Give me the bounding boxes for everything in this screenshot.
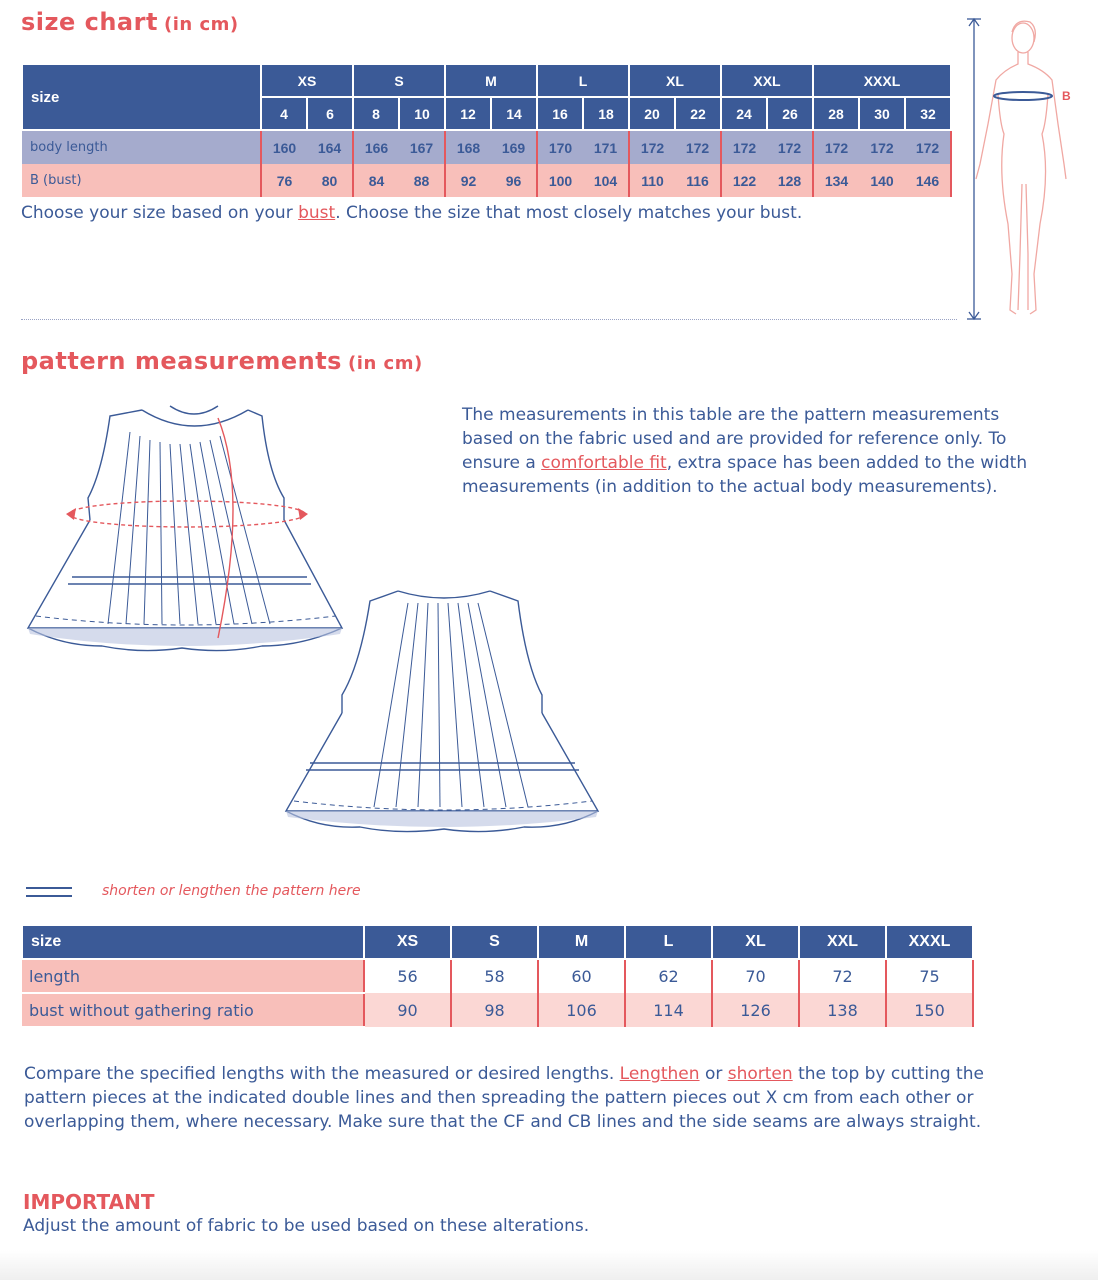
- description-text: , extra space has been added to the width measurements (in addition to the actual body measurements).: [462, 453, 1028, 497]
- size-number: 32: [905, 97, 951, 130]
- table-cell: 128: [767, 164, 813, 197]
- pattern-measurements-table: [21, 924, 974, 1028]
- size-group-l: L: [537, 64, 629, 97]
- table-cell: 106: [538, 993, 625, 1027]
- table-cell: 80: [307, 164, 353, 197]
- table-cell: 171: [583, 130, 629, 164]
- size-number: 28: [813, 97, 859, 130]
- column-header: L: [625, 925, 712, 959]
- size-chart-unit: (in cm): [164, 14, 239, 35]
- table-row: [22, 993, 973, 1027]
- lengthen-link[interactable]: Lengthen: [619, 1064, 700, 1084]
- table-cell: 100: [537, 164, 583, 197]
- table-cell: 62: [625, 959, 712, 993]
- body-figure-illustration: [960, 14, 1080, 324]
- table-cell: 88: [399, 164, 445, 197]
- column-header: XXL: [799, 925, 886, 959]
- compare-text: the top by cutting the pattern pieces at the indicated double lines and then spreading the pattern pieces out X cm from each other or overlapping them, where necessary. Make sure that the CF and CB lines and the side seams are always straight.: [24, 1064, 984, 1132]
- bust-link[interactable]: bust: [298, 203, 336, 223]
- important-heading: IMPORTANT: [23, 1190, 155, 1214]
- row-label-length: length: [22, 959, 364, 993]
- size-chart-table: [21, 63, 952, 197]
- column-header: S: [451, 925, 538, 959]
- table-cell: 90: [364, 993, 451, 1027]
- table-cell: 56: [364, 959, 451, 993]
- section-divider: [21, 319, 957, 320]
- row-label-bust: bust without gathering ratio: [22, 993, 364, 1027]
- size-number: 30: [859, 97, 905, 130]
- size-group-m: M: [445, 64, 537, 97]
- table-cell: 172: [859, 130, 905, 164]
- bottom-fade: [0, 1250, 1098, 1280]
- table-cell: 150: [886, 993, 973, 1027]
- table-cell: 76: [261, 164, 307, 197]
- table-cell: 96: [491, 164, 537, 197]
- table-cell: 134: [813, 164, 859, 197]
- size-header: size: [22, 64, 261, 130]
- shorten-link[interactable]: shorten: [727, 1064, 793, 1084]
- table-cell: 172: [905, 130, 951, 164]
- column-header: M: [538, 925, 625, 959]
- compare-text: Compare the specified lengths with the measured or desired lengths.: [24, 1064, 620, 1084]
- table-cell: 140: [859, 164, 905, 197]
- table-cell: 146: [905, 164, 951, 197]
- size-number: 4: [261, 97, 307, 130]
- note-text: . Choose the size that most closely matches your bust.: [335, 203, 803, 223]
- compare-paragraph: [24, 1062, 984, 1134]
- table-cell: 60: [538, 959, 625, 993]
- size-group-xs: XS: [261, 64, 353, 97]
- table-cell: 126: [712, 993, 799, 1027]
- row-label-bust: B (bust): [22, 164, 261, 197]
- table-cell: 110: [629, 164, 675, 197]
- column-header: XL: [712, 925, 799, 959]
- table-cell: 104: [583, 164, 629, 197]
- size-number: 16: [537, 97, 583, 130]
- size-number: 6: [307, 97, 353, 130]
- size-group-s: S: [353, 64, 445, 97]
- table-cell: 84: [353, 164, 399, 197]
- table-cell: 172: [675, 130, 721, 164]
- table-cell: 58: [451, 959, 538, 993]
- size-chart-note: [21, 203, 941, 223]
- size-number: 24: [721, 97, 767, 130]
- woman-figure: [976, 21, 1066, 314]
- size-chart-title: [21, 8, 239, 36]
- table-cell: 122: [721, 164, 767, 197]
- pattern-description: [462, 403, 1052, 499]
- table-cell: 172: [721, 130, 767, 164]
- table-cell: 116: [675, 164, 721, 197]
- table-cell: 168: [445, 130, 491, 164]
- table-cell: 98: [451, 993, 538, 1027]
- table-cell: 170: [537, 130, 583, 164]
- table-cell: 172: [767, 130, 813, 164]
- table-cell: 167: [399, 130, 445, 164]
- double-line-legend-icon: [26, 884, 72, 900]
- table-cell: 164: [307, 130, 353, 164]
- size-group-xl: XL: [629, 64, 721, 97]
- table-cell: 172: [813, 130, 859, 164]
- table-row: [22, 130, 951, 164]
- table-row: [22, 164, 951, 197]
- legend-text: shorten or lengthen the pattern here: [102, 883, 361, 899]
- table-cell: 114: [625, 993, 712, 1027]
- description-text: The measurements in this table are the pattern measurements based on the fabric used and are provided for reference only. To ensure a: [462, 405, 1007, 473]
- size-number: 10: [399, 97, 445, 130]
- table-row: [22, 959, 973, 993]
- table-cell: 160: [261, 130, 307, 164]
- size-number: 18: [583, 97, 629, 130]
- table-cell: 70: [712, 959, 799, 993]
- size-number: 12: [445, 97, 491, 130]
- column-header: XS: [364, 925, 451, 959]
- size-group-xxl: XXL: [721, 64, 813, 97]
- table-cell: 138: [799, 993, 886, 1027]
- row-label-body-length: body length: [22, 130, 261, 164]
- table-cell: 169: [491, 130, 537, 164]
- size-header: size: [22, 925, 364, 959]
- size-number: 8: [353, 97, 399, 130]
- size-chart-heading: size chart: [21, 8, 158, 36]
- bust-marker-label: B: [1062, 89, 1071, 103]
- size-number: 14: [491, 97, 537, 130]
- important-text: Adjust the amount of fabric to be used based on these alterations.: [23, 1216, 590, 1236]
- comfortable-fit-link[interactable]: comfortable fit: [541, 453, 667, 473]
- pattern-heading: pattern measurements: [21, 347, 342, 375]
- pattern-title: [21, 347, 423, 375]
- size-number: 22: [675, 97, 721, 130]
- table-cell: 72: [799, 959, 886, 993]
- column-header: XXXL: [886, 925, 973, 959]
- table-cell: 172: [629, 130, 675, 164]
- size-number: 26: [767, 97, 813, 130]
- compare-text: or: [699, 1064, 728, 1084]
- size-number: 20: [629, 97, 675, 130]
- note-text: Choose your size based on your: [21, 203, 299, 223]
- bust-line: [994, 92, 1052, 100]
- table-cell: 92: [445, 164, 491, 197]
- pattern-unit: (in cm): [348, 353, 423, 374]
- size-group-xxxl: XXXL: [813, 64, 951, 97]
- table-cell: 75: [886, 959, 973, 993]
- table-cell: 166: [353, 130, 399, 164]
- garment-back-illustration: [280, 585, 605, 835]
